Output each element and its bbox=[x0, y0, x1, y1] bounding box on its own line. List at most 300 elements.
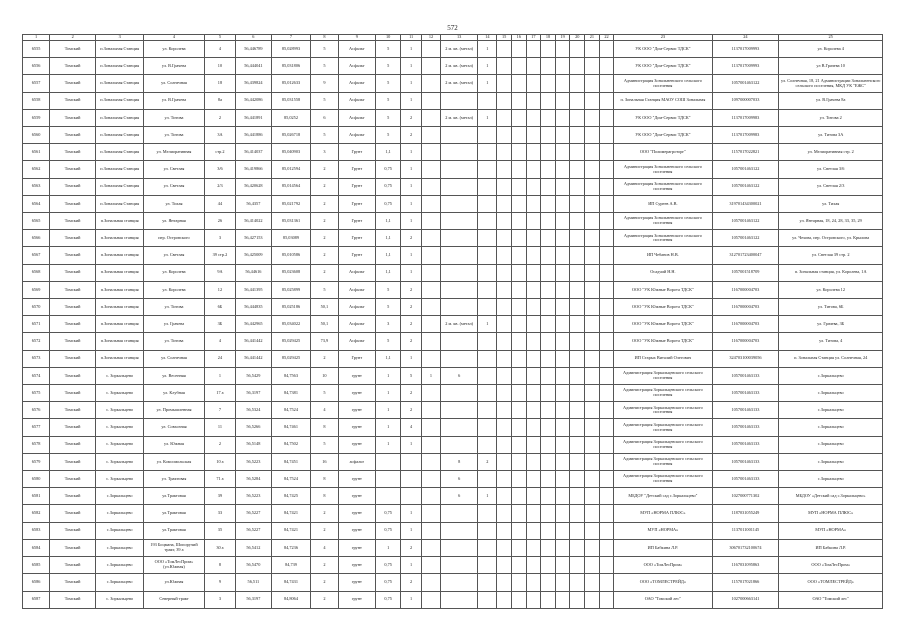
table-cell bbox=[422, 195, 441, 212]
table-cell bbox=[541, 316, 556, 333]
table-cell: 1 bbox=[401, 591, 422, 608]
table-cell: 85,025899 bbox=[271, 281, 311, 298]
table-cell: 6560 bbox=[23, 127, 50, 144]
table-cell: 6576 bbox=[23, 402, 50, 419]
table-cell: п. Зональная Станция ул. Солнечная, 24 bbox=[779, 350, 883, 367]
table-row bbox=[23, 488, 883, 505]
table-cell bbox=[555, 505, 570, 522]
table-cell bbox=[541, 471, 556, 488]
table-cell bbox=[401, 453, 422, 470]
table-cell: ул. Титова bbox=[144, 127, 205, 144]
table-cell bbox=[526, 350, 541, 367]
column-number-cell: 6 bbox=[236, 35, 272, 41]
table-cell: 1,1 bbox=[376, 247, 401, 264]
table-cell bbox=[511, 247, 526, 264]
column-number-cell: 19 bbox=[555, 35, 570, 41]
table-row bbox=[23, 178, 883, 195]
table-cell: п.Зональная Станция bbox=[96, 41, 144, 58]
table-cell bbox=[585, 316, 600, 333]
table-cell: 2 bbox=[311, 178, 338, 195]
table-cell: ул. Комсомольская bbox=[144, 453, 205, 470]
table-cell: 85,012633 bbox=[271, 75, 311, 92]
table-cell: 1 bbox=[401, 161, 422, 178]
table-cell bbox=[585, 109, 600, 126]
table-row bbox=[23, 75, 883, 92]
table-cell bbox=[497, 350, 512, 367]
table-cell: 85,029425 bbox=[271, 350, 311, 367]
table-cell: 56,439824 bbox=[236, 75, 272, 92]
table-cell bbox=[497, 385, 512, 402]
table-body bbox=[23, 41, 883, 609]
table-cell bbox=[570, 522, 585, 539]
table-cell: 56,441442 bbox=[236, 333, 272, 350]
table-cell: МУП «НОРМА ПЛЮС» bbox=[614, 505, 712, 522]
table-cell bbox=[541, 367, 556, 384]
table-cell: 1167031095863 bbox=[712, 557, 779, 574]
table-cell: п.Зональная Станция bbox=[96, 58, 144, 75]
table-cell bbox=[599, 436, 614, 453]
table-cell: 85,025186 bbox=[271, 299, 311, 316]
table-cell: 1 bbox=[478, 316, 497, 333]
table-cell: 1097000007033 bbox=[712, 92, 779, 109]
table-cell: 1 bbox=[401, 264, 422, 281]
table-cell: МБДОУ «Детский сад с.Зоркальцево» bbox=[779, 488, 883, 505]
table-cell bbox=[541, 402, 556, 419]
table-cell bbox=[570, 92, 585, 109]
table-cell bbox=[497, 505, 512, 522]
table-cell: Томский bbox=[50, 58, 96, 75]
table-cell: 6565 bbox=[23, 213, 50, 230]
table-cell: 2 bbox=[311, 505, 338, 522]
table-cell: 0,75 bbox=[376, 574, 401, 591]
table-cell: 56,44616 bbox=[236, 264, 272, 281]
table-cell: 85,0252 bbox=[271, 109, 311, 126]
table-cell: ИП Суреев А.В. bbox=[614, 195, 712, 212]
table-cell: ул. Мелиоративная bbox=[144, 144, 205, 161]
table-cell: 1057001463122 bbox=[712, 178, 779, 195]
table-cell: ООО "УК Южные Ворота ТДСК" bbox=[614, 299, 712, 316]
table-cell: 0,75 bbox=[376, 178, 401, 195]
table-cell bbox=[440, 591, 478, 608]
table-cell bbox=[585, 453, 600, 470]
table-cell: Грунт bbox=[338, 161, 376, 178]
table-cell: 56,441891 bbox=[236, 109, 272, 126]
table-cell: Томский bbox=[50, 488, 96, 505]
table-cell bbox=[526, 161, 541, 178]
column-number-cell: 21 bbox=[585, 35, 600, 41]
table-cell: Томский bbox=[50, 436, 96, 453]
table-cell bbox=[422, 488, 441, 505]
table-cell: 6559 bbox=[23, 109, 50, 126]
column-number-cell: 7 bbox=[271, 35, 311, 41]
table-cell: ул. Тихая bbox=[144, 195, 205, 212]
table-cell: 26 bbox=[204, 213, 235, 230]
table-cell bbox=[478, 350, 497, 367]
table-cell bbox=[570, 161, 585, 178]
table-row bbox=[23, 316, 883, 333]
table-cell bbox=[497, 453, 512, 470]
table-cell: УК ООО "Дом-Сервис ТДСК" bbox=[614, 127, 712, 144]
table-cell bbox=[422, 522, 441, 539]
table-cell bbox=[555, 161, 570, 178]
table-cell: с.Зоркальцево bbox=[96, 539, 144, 556]
table-cell: грунт bbox=[338, 367, 376, 384]
table-cell: 1187031055249 bbox=[712, 505, 779, 522]
table-cell: 8 bbox=[204, 557, 235, 574]
table-cell bbox=[526, 367, 541, 384]
column-number-cell: 20 bbox=[570, 35, 585, 41]
table-cell: 6561 bbox=[23, 144, 50, 161]
table-cell: 5 bbox=[311, 385, 338, 402]
table-cell: 5 bbox=[376, 299, 401, 316]
table-cell: 6577 bbox=[23, 419, 50, 436]
table-cell: 56,420628 bbox=[236, 178, 272, 195]
table-cell: 5 bbox=[311, 436, 338, 453]
table-cell: п.Зональная станция bbox=[96, 316, 144, 333]
table-cell: 2 bbox=[311, 557, 338, 574]
table-cell: Осадчий Н.Н. bbox=[614, 264, 712, 281]
table-cell: 1057001463133 bbox=[712, 471, 779, 488]
table-cell: 6587 bbox=[23, 591, 50, 608]
table-cell bbox=[599, 161, 614, 178]
table-cell: ул. Титова 3А bbox=[779, 127, 883, 144]
table-cell bbox=[585, 488, 600, 505]
table-cell: Томский bbox=[50, 505, 96, 522]
table-cell bbox=[422, 144, 441, 161]
table-cell bbox=[585, 41, 600, 58]
table-cell bbox=[599, 127, 614, 144]
table-cell bbox=[555, 350, 570, 367]
table-cell bbox=[526, 436, 541, 453]
table-cell bbox=[585, 402, 600, 419]
table-cell: 2 м. кв. (метал) bbox=[440, 41, 478, 58]
table-cell: п.Зональная станция bbox=[96, 247, 144, 264]
table-cell bbox=[526, 471, 541, 488]
table-cell bbox=[570, 453, 585, 470]
table-cell: 319701434300021 bbox=[712, 195, 779, 212]
table-cell: Северный тракт bbox=[144, 591, 205, 608]
table-cell: ул. Совхозная bbox=[144, 419, 205, 436]
table-cell bbox=[555, 557, 570, 574]
table-cell: 6572 bbox=[23, 333, 50, 350]
table-cell: 1057001463122 bbox=[712, 213, 779, 230]
table-cell bbox=[422, 333, 441, 350]
table-cell bbox=[511, 316, 526, 333]
table-cell bbox=[401, 488, 422, 505]
table-cell bbox=[422, 350, 441, 367]
table-cell bbox=[526, 58, 541, 75]
column-number-cell: 23 bbox=[614, 35, 712, 41]
table-cell: УК ООО "Дом-Сервис ТДСК" bbox=[614, 41, 712, 58]
table-cell: ул.Трактовая bbox=[144, 522, 205, 539]
table-cell bbox=[440, 402, 478, 419]
table-cell bbox=[511, 574, 526, 591]
table-cell: Администрация Зональненского сельского поселения bbox=[614, 75, 712, 92]
column-number-cell: 17 bbox=[526, 35, 541, 41]
table-cell bbox=[555, 436, 570, 453]
table-cell bbox=[422, 385, 441, 402]
table-cell: 2 bbox=[401, 299, 422, 316]
table-cell: ООО «ТомЛесПром» bbox=[779, 557, 883, 574]
table-cell bbox=[555, 178, 570, 195]
table-row bbox=[23, 471, 883, 488]
table-cell: с. Зоркальцево bbox=[96, 453, 144, 470]
table-cell bbox=[497, 539, 512, 556]
table-cell bbox=[599, 350, 614, 367]
table-cell: 56,441442 bbox=[236, 350, 272, 367]
table-cell bbox=[497, 402, 512, 419]
table-cell bbox=[599, 574, 614, 591]
table-cell: Асфальт bbox=[338, 127, 376, 144]
table-row bbox=[23, 247, 883, 264]
table-cell: 6578 bbox=[23, 436, 50, 453]
table-cell: 6583 bbox=[23, 522, 50, 539]
table-cell bbox=[585, 350, 600, 367]
table-cell: 6 bbox=[311, 109, 338, 126]
column-number-cell: 3 bbox=[96, 35, 144, 41]
table-cell: 1 bbox=[376, 402, 401, 419]
table-cell: ул. Солнечная bbox=[144, 350, 205, 367]
table-cell bbox=[541, 522, 556, 539]
column-number-cell: 11 bbox=[401, 35, 422, 41]
table-row bbox=[23, 557, 883, 574]
table-cell: 4 bbox=[401, 419, 422, 436]
table-cell: 16 bbox=[311, 453, 338, 470]
table-cell bbox=[422, 161, 441, 178]
table-cell bbox=[478, 299, 497, 316]
table-cell bbox=[585, 385, 600, 402]
table-cell: Грунт bbox=[338, 178, 376, 195]
table-cell: 1 bbox=[422, 367, 441, 384]
table-cell bbox=[541, 333, 556, 350]
table-cell bbox=[570, 109, 585, 126]
table-cell: 85,029425 bbox=[271, 333, 311, 350]
column-number-cell: 24 bbox=[712, 35, 779, 41]
table-cell: МБДОУ "Детский сад с.Зоркальцево" bbox=[614, 488, 712, 505]
table-cell: 1057001463133 bbox=[712, 436, 779, 453]
table-cell bbox=[555, 247, 570, 264]
table-cell: с. Зоркальцево bbox=[96, 385, 144, 402]
table-cell: 8а bbox=[204, 92, 235, 109]
table-cell bbox=[478, 178, 497, 195]
table-cell bbox=[497, 471, 512, 488]
table-cell bbox=[478, 333, 497, 350]
table-cell: п.Зональная станция bbox=[96, 350, 144, 367]
table-cell: 2 bbox=[311, 574, 338, 591]
table-cell bbox=[555, 574, 570, 591]
table-cell: 2 bbox=[204, 109, 235, 126]
table-cell: 73,9 bbox=[311, 333, 338, 350]
table-cell: 2 bbox=[311, 230, 338, 247]
table-cell: ул. Королева bbox=[144, 41, 205, 58]
table-cell bbox=[599, 402, 614, 419]
table-cell bbox=[511, 539, 526, 556]
table-cell bbox=[541, 385, 556, 402]
table-cell: 1 bbox=[401, 436, 422, 453]
table-cell bbox=[526, 195, 541, 212]
table-cell: 85,040903 bbox=[271, 144, 311, 161]
table-cell bbox=[599, 453, 614, 470]
table-cell bbox=[497, 213, 512, 230]
table-cell bbox=[511, 402, 526, 419]
table-cell bbox=[585, 299, 600, 316]
table-cell: 1 bbox=[376, 367, 401, 384]
table-cell: 85,028993 bbox=[271, 41, 311, 58]
table-cell: 6564 bbox=[23, 195, 50, 212]
table-cell bbox=[440, 264, 478, 281]
table-cell bbox=[526, 316, 541, 333]
table-cell: Томский bbox=[50, 402, 96, 419]
table-cell bbox=[541, 109, 556, 126]
table-cell: 1027000663141 bbox=[712, 591, 779, 608]
table-cell bbox=[555, 522, 570, 539]
column-number-cell: 1 bbox=[23, 35, 50, 41]
table-cell bbox=[440, 144, 478, 161]
table-cell bbox=[585, 58, 600, 75]
table-cell: МУП «НОРМА ПЛЮС» bbox=[779, 505, 883, 522]
table-row bbox=[23, 213, 883, 230]
table-cell: 2 bbox=[401, 109, 422, 126]
table-cell: Томский bbox=[50, 471, 96, 488]
table-cell: 2 bbox=[311, 247, 338, 264]
table-cell bbox=[541, 195, 556, 212]
column-number-cell: 22 bbox=[599, 35, 614, 41]
table-cell: Администрация Зоркальцевского сельского поселения bbox=[614, 367, 712, 384]
table-cell bbox=[555, 58, 570, 75]
table-cell: 3Б bbox=[204, 316, 235, 333]
table-cell bbox=[376, 488, 401, 505]
table-cell bbox=[526, 144, 541, 161]
table-cell: 84,7502 bbox=[271, 436, 311, 453]
table-cell: 1157017021866 bbox=[712, 574, 779, 591]
table-cell bbox=[599, 488, 614, 505]
table-cell: 1 bbox=[401, 522, 422, 539]
table-cell: Томский bbox=[50, 557, 96, 574]
table-cell: 1,1 bbox=[376, 350, 401, 367]
table-cell bbox=[422, 471, 441, 488]
table-cell: 1057001463122 bbox=[712, 230, 779, 247]
table-cell: УК ООО "Дом-Сервис ТДСК" bbox=[614, 58, 712, 75]
table-cell: ул. Солнечная bbox=[144, 75, 205, 92]
table-cell bbox=[541, 419, 556, 436]
table-cell bbox=[440, 247, 478, 264]
table-cell bbox=[511, 281, 526, 298]
table-cell: 1 bbox=[401, 213, 422, 230]
table-cell: Администрация Зоркальцевского сельского поселения bbox=[614, 385, 712, 402]
table-cell bbox=[526, 109, 541, 126]
table-row bbox=[23, 402, 883, 419]
table-cell bbox=[555, 127, 570, 144]
table-cell bbox=[376, 471, 401, 488]
table-cell bbox=[585, 195, 600, 212]
table-cell: грунт bbox=[338, 539, 376, 556]
table-cell bbox=[478, 161, 497, 178]
table-cell: 0,75 bbox=[376, 522, 401, 539]
table-cell: 56,5227 bbox=[236, 522, 272, 539]
table-cell bbox=[526, 264, 541, 281]
table-cell: 1167000004703 bbox=[712, 316, 779, 333]
table-cell bbox=[497, 333, 512, 350]
table-cell: с.Зоркальцево bbox=[96, 505, 144, 522]
table-cell: с.Зоркальцево bbox=[779, 402, 883, 419]
table-cell bbox=[511, 333, 526, 350]
table-cell bbox=[585, 419, 600, 436]
table-cell: 84,7431 bbox=[271, 574, 311, 591]
table-cell: Томский bbox=[50, 539, 96, 556]
table-cell bbox=[555, 92, 570, 109]
table-cell bbox=[422, 247, 441, 264]
table-cell: 8 bbox=[440, 453, 478, 470]
table-cell: ул. Весенняя bbox=[144, 367, 205, 384]
table-cell: 85,031361 bbox=[271, 213, 311, 230]
table-cell: 1137011001145 bbox=[712, 522, 779, 539]
table-cell bbox=[585, 281, 600, 298]
table-cell: п.Зональная Станция bbox=[96, 144, 144, 161]
table-cell: с. Зоркальцево bbox=[96, 419, 144, 436]
table-cell bbox=[541, 488, 556, 505]
column-number-cell: 8 bbox=[311, 35, 338, 41]
table-cell bbox=[541, 299, 556, 316]
table-cell: 1137017009993 bbox=[712, 41, 779, 58]
table-cell: 84,7381 bbox=[271, 385, 311, 402]
table-cell bbox=[511, 264, 526, 281]
table-cell: 56,444041 bbox=[236, 58, 272, 75]
table-cell: Томский bbox=[50, 161, 96, 178]
column-number-cell: 10 bbox=[376, 35, 401, 41]
table-cell: 1 bbox=[401, 41, 422, 58]
table-cell bbox=[585, 213, 600, 230]
table-row bbox=[23, 299, 883, 316]
table-cell bbox=[478, 471, 497, 488]
table-cell bbox=[511, 453, 526, 470]
table-cell: 6557 bbox=[23, 75, 50, 92]
table-row bbox=[23, 58, 883, 75]
table-cell: 1057001463133 bbox=[712, 367, 779, 384]
table-cell bbox=[555, 316, 570, 333]
table-cell: Грунт bbox=[338, 195, 376, 212]
table-cell: 6563 bbox=[23, 178, 50, 195]
table-cell: с. Зоркальцево bbox=[96, 471, 144, 488]
table-cell bbox=[570, 58, 585, 75]
table-cell bbox=[570, 144, 585, 161]
table-cell bbox=[526, 385, 541, 402]
table-cell: Томский bbox=[50, 333, 96, 350]
table-row bbox=[23, 522, 883, 539]
table-cell: 56,444835 bbox=[236, 299, 272, 316]
table-cell bbox=[511, 178, 526, 195]
table-cell: 1057001463133 bbox=[712, 419, 779, 436]
table-cell: п.Зональная станция bbox=[96, 264, 144, 281]
table-cell: 6582 bbox=[23, 505, 50, 522]
table-cell bbox=[497, 247, 512, 264]
table-cell bbox=[422, 591, 441, 608]
table-cell: 8 bbox=[311, 488, 338, 505]
table-cell: 9 bbox=[204, 574, 235, 591]
table-cell: 6 bbox=[440, 471, 478, 488]
table-cell: 1167000004703 bbox=[712, 299, 779, 316]
table-cell: с.Зоркальцево bbox=[779, 419, 883, 436]
table-cell bbox=[440, 333, 478, 350]
table-cell: с.Зоркальцево bbox=[779, 367, 883, 384]
table-cell bbox=[585, 557, 600, 574]
table-cell: стр.2 bbox=[204, 144, 235, 161]
table-row bbox=[23, 195, 883, 212]
table-cell bbox=[526, 92, 541, 109]
table-cell bbox=[511, 127, 526, 144]
table-cell: Томский bbox=[50, 264, 96, 281]
table-cell bbox=[422, 574, 441, 591]
table-cell bbox=[497, 419, 512, 436]
